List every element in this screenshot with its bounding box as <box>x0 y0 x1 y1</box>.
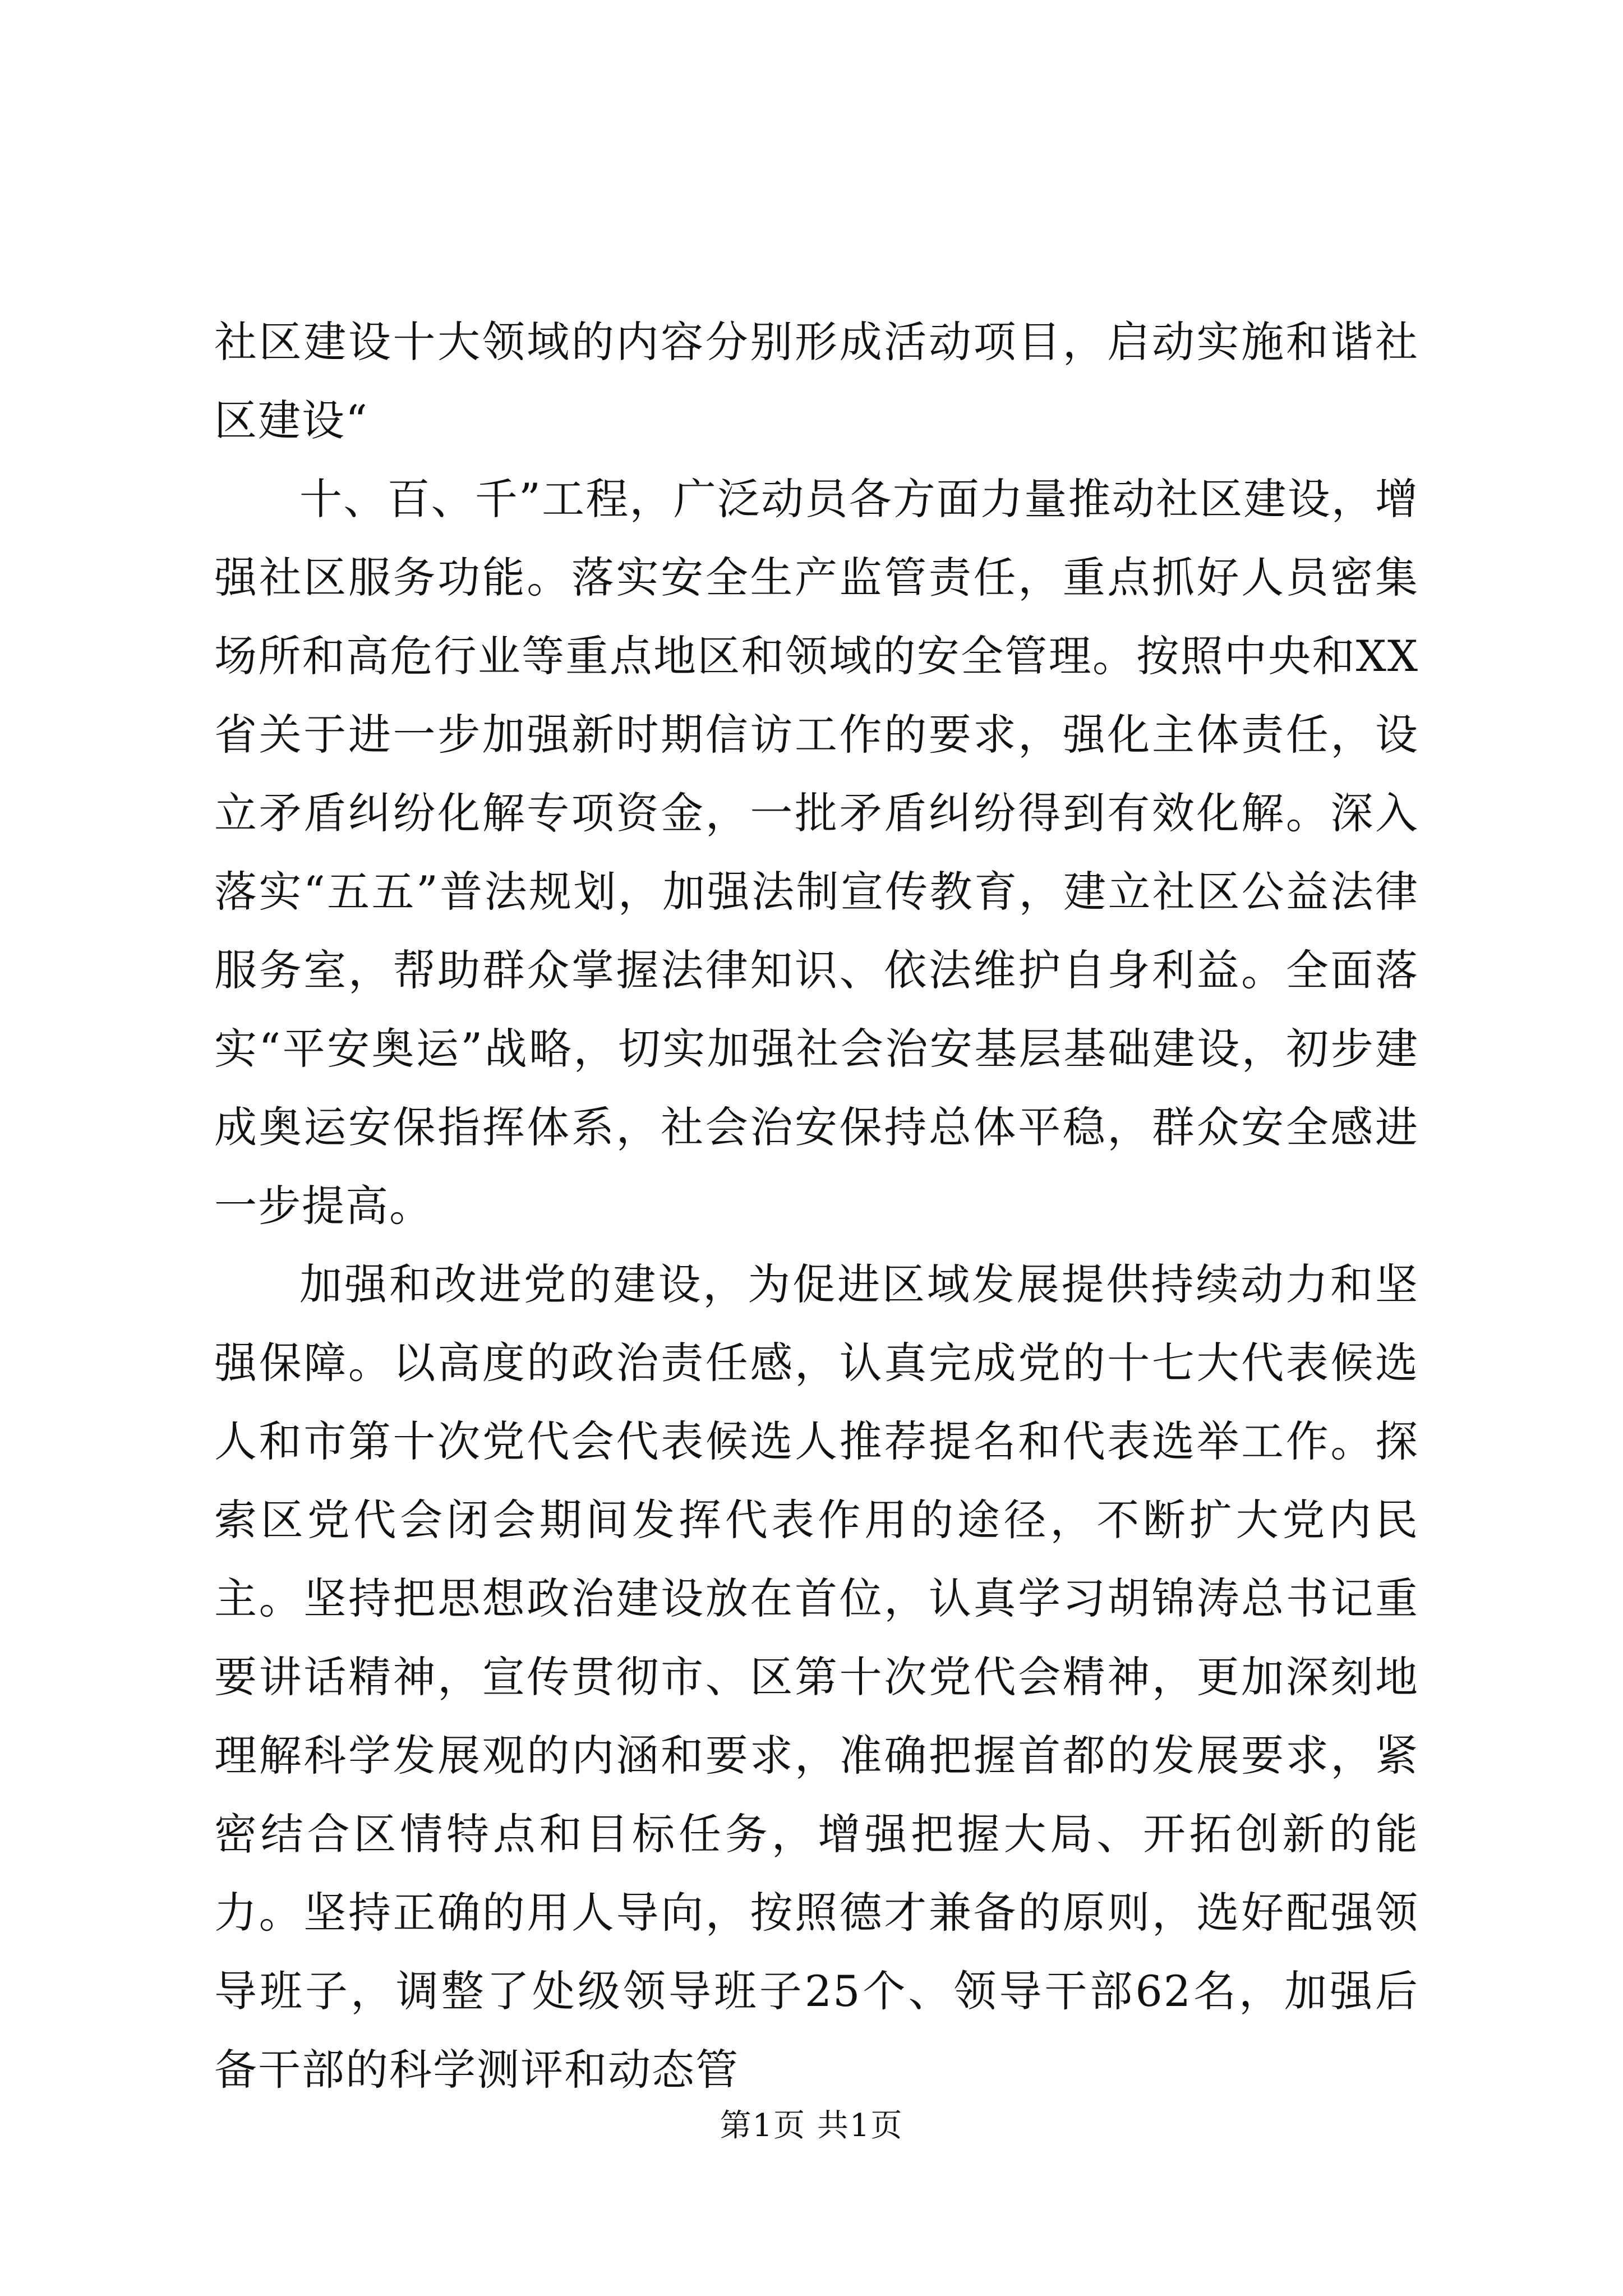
paragraph-3: 加强和改进党的建设，为促进区域发展提供持续动力和坚强保障。以高度的政治责任感，认真完成党的十七大代表候选人和市第十次党代会代表候选人推荐提名和代表选举工作。探索区党代会闭会期间发挥代表作用的途径，不断扩大党内民主。坚持把思想政治建设放在首位，认真学习胡锦涛总书记重要讲话精神，宣传贯彻市、区第十次党代会精神，更加深刻地理解科学发展观的内涵和要求，准确把握首都的发展要求，紧密结合区情特点和目标任务，增强把握大局、开拓创新的能力。坚持正确的用人导向，按照德才兼备的原则，选好配强领导班子，调整了处级领导班子25个、领导干部62名，加强后备干部的科学测评和动态管 <box>214 1259 1419 2095</box>
document-body <box>214 303 1419 2109</box>
page-footer: 第1页 共1页 <box>720 2108 903 2144</box>
paragraph-2: 十、百、千”工程，广泛动员各方面力量推动社区建设，增强社区服务功能。落实安全生产监管责任，重点抓好人员密集场所和高危行业等重点地区和领域的安全管理。按照中央和XX省关于进一步加强新时期信访工作的要求，强化主体责任，设立矛盾纠纷化解专项资金，一批矛盾纠纷得到有效化解。深入落实“五五”普法规划，加强法制宣传教育，建立社区公益法律服务室，帮助群众掌握法律知识、依法维护自身利益。全面落实“平安奥运”战略，切实加强社会治安基层基础建设，初步建成奥运安保指挥体系，社会治安保持总体平稳，群众安全感进一步提高。 <box>214 474 1419 1231</box>
paragraph-1: 社区建设十大领域的内容分别形成活动项目，启动实施和谐社区建设“ <box>214 317 1419 445</box>
